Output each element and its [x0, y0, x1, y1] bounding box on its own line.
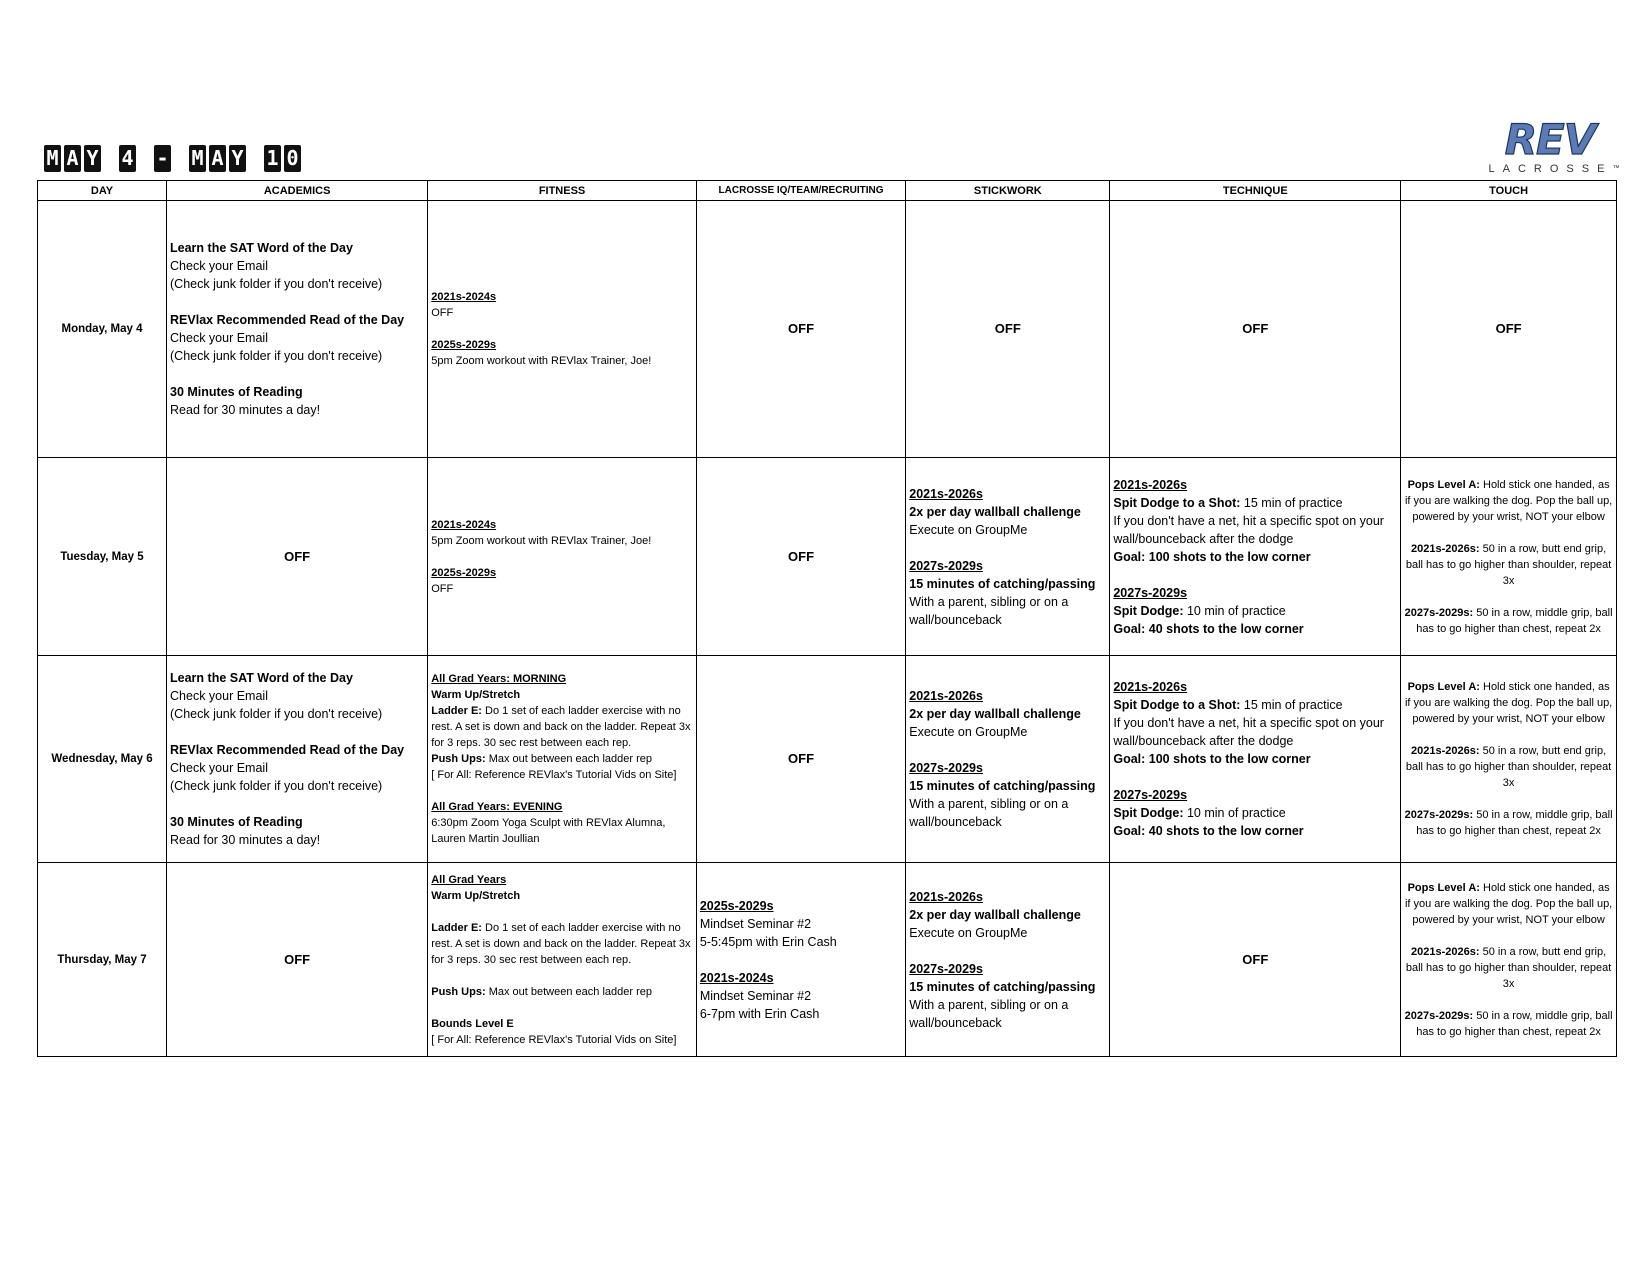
touch-cell: OFF — [1401, 201, 1617, 458]
technique-cell: OFF — [1110, 863, 1401, 1057]
technique-cell: OFF — [1110, 201, 1401, 458]
title-char: - — [154, 145, 171, 172]
col-fitness: FITNESS — [428, 181, 697, 201]
title-char: Y — [84, 145, 101, 172]
logo-trademark: ™ — [1612, 165, 1620, 172]
week-title — [44, 145, 301, 172]
title-char: A — [64, 145, 81, 172]
academics-cell: Learn the SAT Word of the Day Check your Email (Check junk folder if you don't receive) REVlax Recommended Read of the Day Check your Email (Check junk folder if you don't receive) 30 Minutes of Reading Read for 30 minutes a day! — [167, 656, 428, 863]
table-row-tuesday — [38, 458, 1617, 656]
logo-main-text: REV — [1504, 115, 1596, 164]
academics-cell: OFF — [167, 458, 428, 656]
academics-cell: OFF — [167, 863, 428, 1057]
technique-cell: 2021s-2026s Spit Dodge to a Shot: 15 min of practice If you don't have a net, hit a specific spot on your wall/bounceback after the dodge Goal: 100 shots to the low corner 2027s-2029s Spit Dodge: 10 min of practice Goal: 40 shots to the low corner — [1110, 458, 1401, 656]
day-cell: Thursday, May 7 — [38, 863, 167, 1057]
title-char: 0 — [284, 145, 301, 172]
day-cell: Wednesday, May 6 — [38, 656, 167, 863]
title-char: Y — [229, 145, 246, 172]
title-char: M — [189, 145, 206, 172]
table-row-thursday — [38, 863, 1617, 1057]
schedule-table — [37, 180, 1617, 1057]
touch-cell: Pops Level A: Hold stick one handed, as if you are walking the dog. Pop the ball up, powered by your wrist, NOT your elbow 2021s-2026s: 50 in a row, butt end grip, ball has to go higher than shoulder, repeat 3x 2027s-2029s: 50 in a row, middle grip, ball has to go higher than chest, repeat 2x — [1401, 656, 1617, 863]
technique-cell: 2021s-2026s Spit Dodge to a Shot: 15 min of practice If you don't have a net, hit a specific spot on your wall/bounceback after the dodge Goal: 100 shots to the low corner 2027s-2029s Spit Dodge: 10 min of practice Goal: 40 shots to the low corner — [1110, 656, 1401, 863]
stickwork-cell: OFF — [906, 201, 1110, 458]
lacrosse-iq-cell: OFF — [696, 201, 905, 458]
fitness-cell: All Grad Years: MORNING Warm Up/Stretch Ladder E: Do 1 set of each ladder exercise with no rest. A set is down and back on the ladder. Repeat 3x for 3 reps. 30 sec rest between each rep. Push Ups: Max out between each ladder rep [ For All: Reference REVlax's Tutorial Vids on Site] All Grad Years: EVENING 6:30pm Zoom Yoga Sculpt with REVlax Alumna, Lauren Martin Joullian — [428, 656, 697, 863]
stickwork-cell: 2021s-2026s 2x per day wallball challenge Execute on GroupMe 2027s-2029s 15 minutes of catching/passing With a parent, sibling or on a wall/bounceback — [906, 863, 1110, 1057]
col-lacrosse-iq: LACROSSE IQ/TEAM/RECRUITING — [696, 181, 905, 201]
col-day: DAY — [38, 181, 167, 201]
col-stickwork: STICKWORK — [906, 181, 1110, 201]
col-technique: TECHNIQUE — [1110, 181, 1401, 201]
fitness-cell: 2021s-2024s OFF 2025s-2029s 5pm Zoom workout with REVlax Trainer, Joe! — [428, 201, 697, 458]
lacrosse-iq-cell: 2025s-2029s Mindset Seminar #2 5-5:45pm with Erin Cash 2021s-2024s Mindset Seminar #2 6-7pm with Erin Cash — [696, 863, 905, 1057]
title-char: 4 — [119, 145, 136, 172]
academics-cell: Learn the SAT Word of the Day Check your Email (Check junk folder if you don't receive) REVlax Recommended Read of the Day Check your Email (Check junk folder if you don't receive) 30 Minutes of Reading Read for 30 minutes a day! — [167, 201, 428, 458]
table-row-monday — [38, 201, 1617, 458]
day-cell: Monday, May 4 — [38, 201, 167, 458]
fitness-cell: All Grad Years Warm Up/Stretch Ladder E: Do 1 set of each ladder exercise with no rest. A set is down and back on the ladder. Repeat 3x for 3 reps. 30 sec rest between each rep. Push Ups: Max out between each ladder rep Bounds Level E [ For All: Reference REVlax's Tutorial Vids on Site] — [428, 863, 697, 1057]
logo-sub-text: LACROSSE — [1488, 163, 1613, 175]
touch-cell: Pops Level A: Hold stick one handed, as if you are walking the dog. Pop the ball up, powered by your wrist, NOT your elbow 2021s-2026s: 50 in a row, butt end grip, ball has to go higher than shoulder, repeat 3x 2027s-2029s: 50 in a row, middle grip, ball has to go higher than chest, repeat 2x — [1401, 863, 1617, 1057]
title-char: 1 — [264, 145, 281, 172]
rev-lacrosse-logo — [1480, 115, 1620, 178]
touch-cell: Pops Level A: Hold stick one handed, as if you are walking the dog. Pop the ball up, powered by your wrist, NOT your elbow 2021s-2026s: 50 in a row, butt end grip, ball has to go higher than shoulder, repeat 3x 2027s-2029s: 50 in a row, middle grip, ball has to go higher than chest, repeat 2x — [1401, 458, 1617, 656]
header-row — [38, 181, 1617, 201]
title-char: A — [209, 145, 226, 172]
stickwork-cell: 2021s-2026s 2x per day wallball challenge Execute on GroupMe 2027s-2029s 15 minutes of catching/passing With a parent, sibling or on a wall/bounceback — [906, 656, 1110, 863]
col-academics: ACADEMICS — [167, 181, 428, 201]
table-row-wednesday — [38, 656, 1617, 863]
stickwork-cell: 2021s-2026s 2x per day wallball challenge Execute on GroupMe 2027s-2029s 15 minutes of catching/passing With a parent, sibling or on a wall/bounceback — [906, 458, 1110, 656]
page-header — [44, 140, 301, 176]
lacrosse-iq-cell: OFF — [696, 656, 905, 863]
col-touch: TOUCH — [1401, 181, 1617, 201]
title-char: M — [44, 145, 61, 172]
lacrosse-iq-cell: OFF — [696, 458, 905, 656]
fitness-cell: 2021s-2024s 5pm Zoom workout with REVlax Trainer, Joe! 2025s-2029s OFF — [428, 458, 697, 656]
day-cell: Tuesday, May 5 — [38, 458, 167, 656]
